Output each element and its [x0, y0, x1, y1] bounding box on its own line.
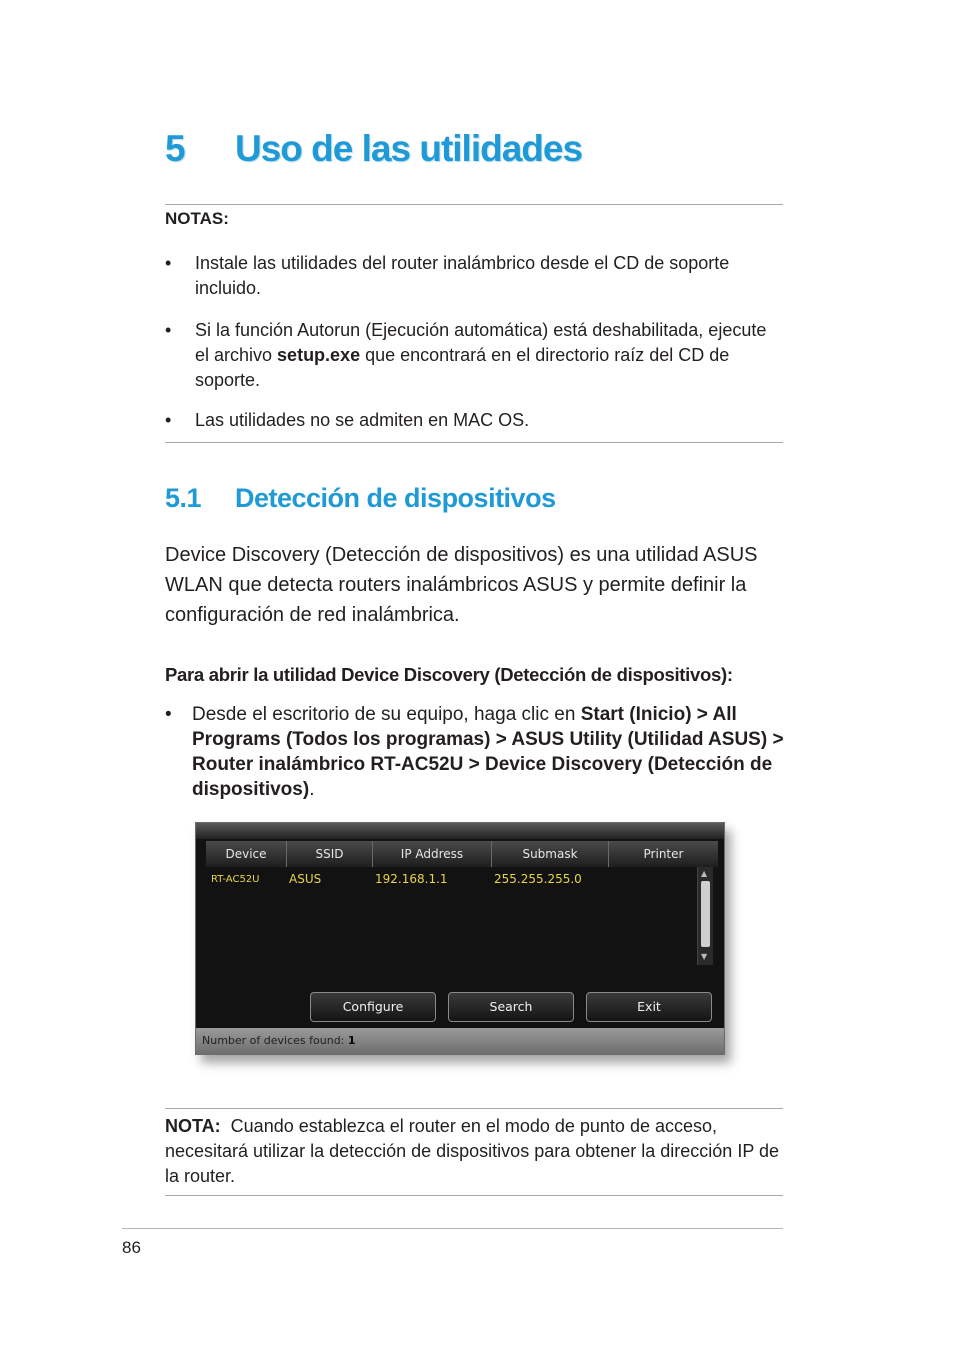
device-discovery-window	[195, 822, 725, 1055]
cell-ip-address: 192.168.1.1	[375, 872, 448, 886]
footer-divider	[122, 1228, 783, 1229]
menu-path: Start (Inicio) > All Programs (Todos los programas) > ASUS Utility (Utilidad ASUS) > Router inalámbrico RT-AC52U > Device Discovery (Detección de dispositivos)	[192, 704, 784, 800]
section-paragraph: Device Discovery (Detección de dispositivos) es una utilidad ASUS WLAN que detecta routers inalámbricos ASUS y permite definir la configuración de red inalámbrica.	[165, 544, 758, 626]
notes-item-text: Si la función Autorun (Ejecución automática) está deshabilitada, ejecute el archivo setup.exe que encontrará en el directorio raíz del CD de soporte.	[195, 320, 767, 390]
cell-device: RT-AC52U	[211, 874, 260, 885]
scroll-up-icon[interactable]: ▲	[701, 869, 708, 878]
procedure-title: Para abrir la utilidad Device Discovery (Detección de dispositivos):	[165, 664, 733, 685]
notes-item-text: Las utilidades no se admiten en MAC OS.	[195, 410, 530, 430]
note-top-divider	[165, 1108, 783, 1109]
bullet-dot: •	[165, 320, 172, 340]
column-ip-address[interactable]: IP Address	[373, 841, 492, 867]
note-label: NOTA:	[165, 1116, 221, 1136]
column-device[interactable]: Device	[206, 841, 287, 867]
note-block	[165, 1114, 783, 1189]
setup-exe-filename: setup.exe	[277, 345, 361, 365]
status-label: Number of devices found:	[202, 1034, 345, 1047]
notes-top-divider	[165, 204, 783, 205]
notes-label: NOTAS:	[165, 209, 229, 228]
configure-button[interactable]: Configure	[310, 992, 436, 1022]
chapter-title: Uso de las utilidades	[235, 128, 583, 169]
scrollbar-thumb[interactable]	[701, 881, 710, 947]
chapter-number: 5	[165, 128, 185, 169]
column-submask[interactable]: Submask	[492, 841, 609, 867]
notes-bottom-divider	[165, 442, 783, 443]
cell-submask: 255.255.255.0	[494, 872, 582, 886]
note-bottom-divider	[165, 1195, 783, 1196]
device-count: 1	[347, 1034, 356, 1047]
scroll-down-icon[interactable]: ▼	[701, 952, 708, 961]
bullet-dot: •	[165, 253, 172, 273]
column-ssid[interactable]: SSID	[287, 841, 373, 867]
bullet-dot: •	[165, 704, 172, 725]
window-top-bar	[196, 823, 724, 839]
section-title: Detección de dispositivos	[235, 483, 556, 513]
section-number: 5.1	[165, 483, 202, 513]
column-printer[interactable]: Printer	[609, 841, 718, 867]
bullet-dot: •	[165, 410, 172, 430]
exit-button[interactable]: Exit	[586, 992, 712, 1022]
notes-item-text: Instale las utilidades del router inalámbrico desde el CD de soporte incluido.	[195, 253, 730, 298]
status-bar	[196, 1028, 724, 1054]
device-table-header	[206, 841, 718, 867]
device-list-scrollbar[interactable]	[697, 867, 713, 965]
cell-ssid: ASUS	[289, 872, 322, 886]
search-button[interactable]: Search	[448, 992, 574, 1022]
note-text: Cuando establezca el router en el modo de punto de acceso, necesitará utilizar la detección de dispositivos para obtener la dirección IP de la router.	[165, 1116, 780, 1186]
page-number: 86	[122, 1238, 141, 1257]
procedure-step-text: Desde el escritorio de su equipo, haga clic en Start (Inicio) > All Programs (Todos los programas) > ASUS Utility (Utilidad ASUS) > Router inalámbrico RT-AC52U > Device Discovery (Detección de dispositivos).	[192, 704, 784, 800]
